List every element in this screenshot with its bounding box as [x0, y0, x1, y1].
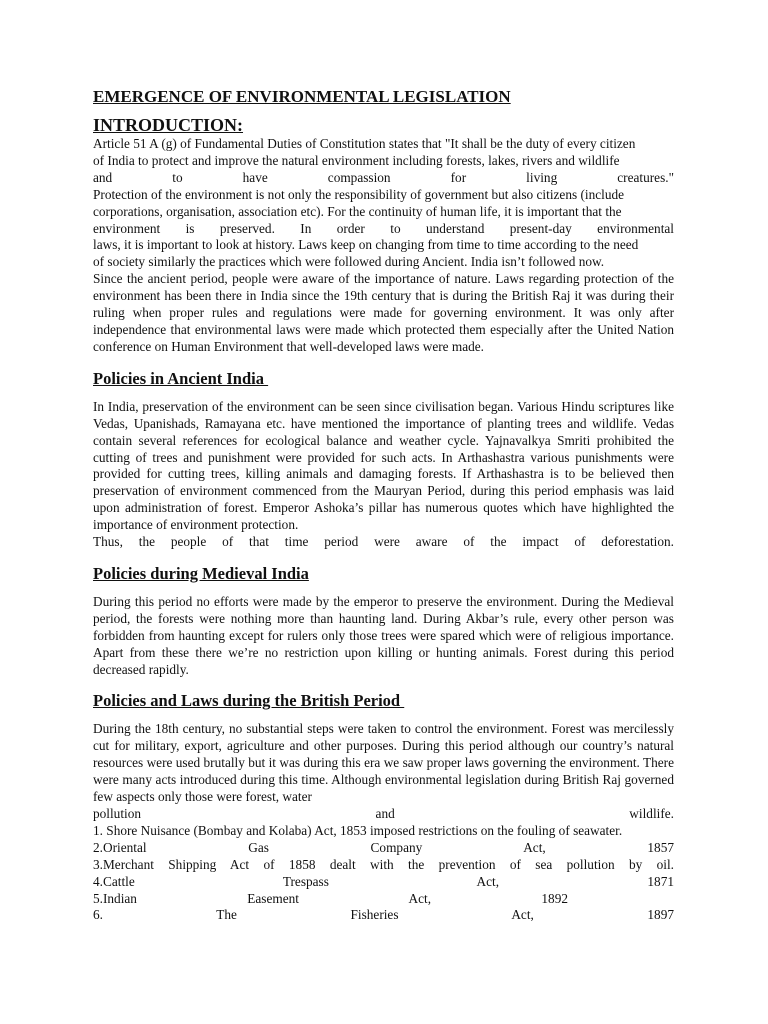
- ancient-paragraph: In India, preservation of the environment can be seen since civilisation began. Various Hindu scriptures like Vedas, Upanishads, Ramayana etc. have mentioned the importance of planting trees and wildlife. Vedas contain several references for ecological balance and weather cycle. Yajnavalkya Smriti prohibited the cutting of trees and punishment were provided for such acts. In Arthashastra various punishments were provided for cutting trees, killing animals and damaging forests. If Arthashastra is to be believed then preservation of environment commenced from the Mauryan Period, during this period emphasis was laid upon administration of forest. Emperor Ashoka’s pillar has numerous quotes which have highlighted the importance of environment protection.: [93, 398, 674, 533]
- document-title: EMERGENCE OF ENVIRONMENTAL LEGISLATION: [93, 87, 511, 106]
- introduction-heading: INTRODUCTION:: [93, 115, 244, 135]
- act-item-6: 6. The Fisheries Act, 1897: [93, 907, 674, 923]
- ancient-heading: Policies in Ancient India: [93, 368, 269, 388]
- intro-p2-line-4: laws, it is important to look at history. Laws keep on changing from time to time according to the need: [93, 237, 639, 253]
- intro-p2-line-3: environment is preserved. In order to understand present-day environmental: [93, 220, 674, 236]
- british-paragraph-last-line: pollution and wildlife.: [93, 806, 674, 821]
- intro-line-2: of India to protect and improve the natural environment including forests, lakes, rivers and wildlife: [93, 152, 620, 168]
- medieval-paragraph: During this period no efforts were made by the emperor to preserve the environment. During the Medieval period, the forests were nothing more than haunting land. During Akbar’s rule, every other person was forbidden from haunting except for rulers only those trees were spared which were of religious importance. Apart from these there we’re no restriction upon killing or hunting animals. Forest during this period decreased rapidly.: [93, 593, 674, 677]
- ancient-last-line: Thus, the people of that time period were aware of the impact of deforestation.: [93, 534, 674, 550]
- act-item-5: 5.Indian Easement Act, 1892: [93, 890, 568, 906]
- british-paragraph: During the 18th century, no substantial steps were taken to control the environment. Forest was mercilessly cut for military, export, agriculture and other purposes. During this period although our country’s natural resources were used brutally but it was during this era we saw proper laws governing the environment. There were many acts introduced during this time. Although environmental legislation during British Raj governed few aspects only those were forest, water: [93, 721, 674, 805]
- document-page: [93, 86, 674, 924]
- act-item-1: 1. Shore Nuisance (Bombay and Kolaba) Act, 1853 imposed restrictions on the fouling of seawater.: [93, 822, 623, 838]
- british-heading: Policies and Laws during the British Period: [93, 691, 405, 711]
- medieval-heading: Policies during Medieval India: [93, 563, 309, 583]
- intro-paragraph-3: Since the ancient period, people were aware of the importance of nature. Laws regarding protection of the environment has been there in India since the 19th century that is during the British Raj it was during their ruling when proper rules and regulations were made for governing environment. It was only after independence that environmental laws were made which protected them especially after the United Nation conference on Human Environment that well-developed laws were made.: [93, 271, 674, 354]
- act-item-3: 3.Merchant Shipping Act of 1858 dealt with the prevention of sea pollution by oil.: [93, 856, 674, 872]
- act-item-4: 4.Cattle Trespass Act, 1871: [93, 873, 674, 889]
- intro-p2-line-2: corporations, organisation, association etc). For the continuity of human life, it is important that the: [93, 203, 622, 219]
- intro-line-1: Article 51 A (g) of Fundamental Duties of Constitution states that "It shall be the duty of every citizen: [93, 136, 636, 151]
- intro-p2-line-1: Protection of the environment is not only the responsibility of government but also citizens (include: [93, 186, 625, 202]
- intro-p2-line-5: of society similarly the practices which were followed during Ancient. India isn’t followed now.: [93, 254, 605, 270]
- intro-line-3: and to have compassion for living creatures.": [93, 169, 674, 185]
- act-item-2: 2.Oriental Gas Company Act, 1857: [93, 839, 674, 855]
